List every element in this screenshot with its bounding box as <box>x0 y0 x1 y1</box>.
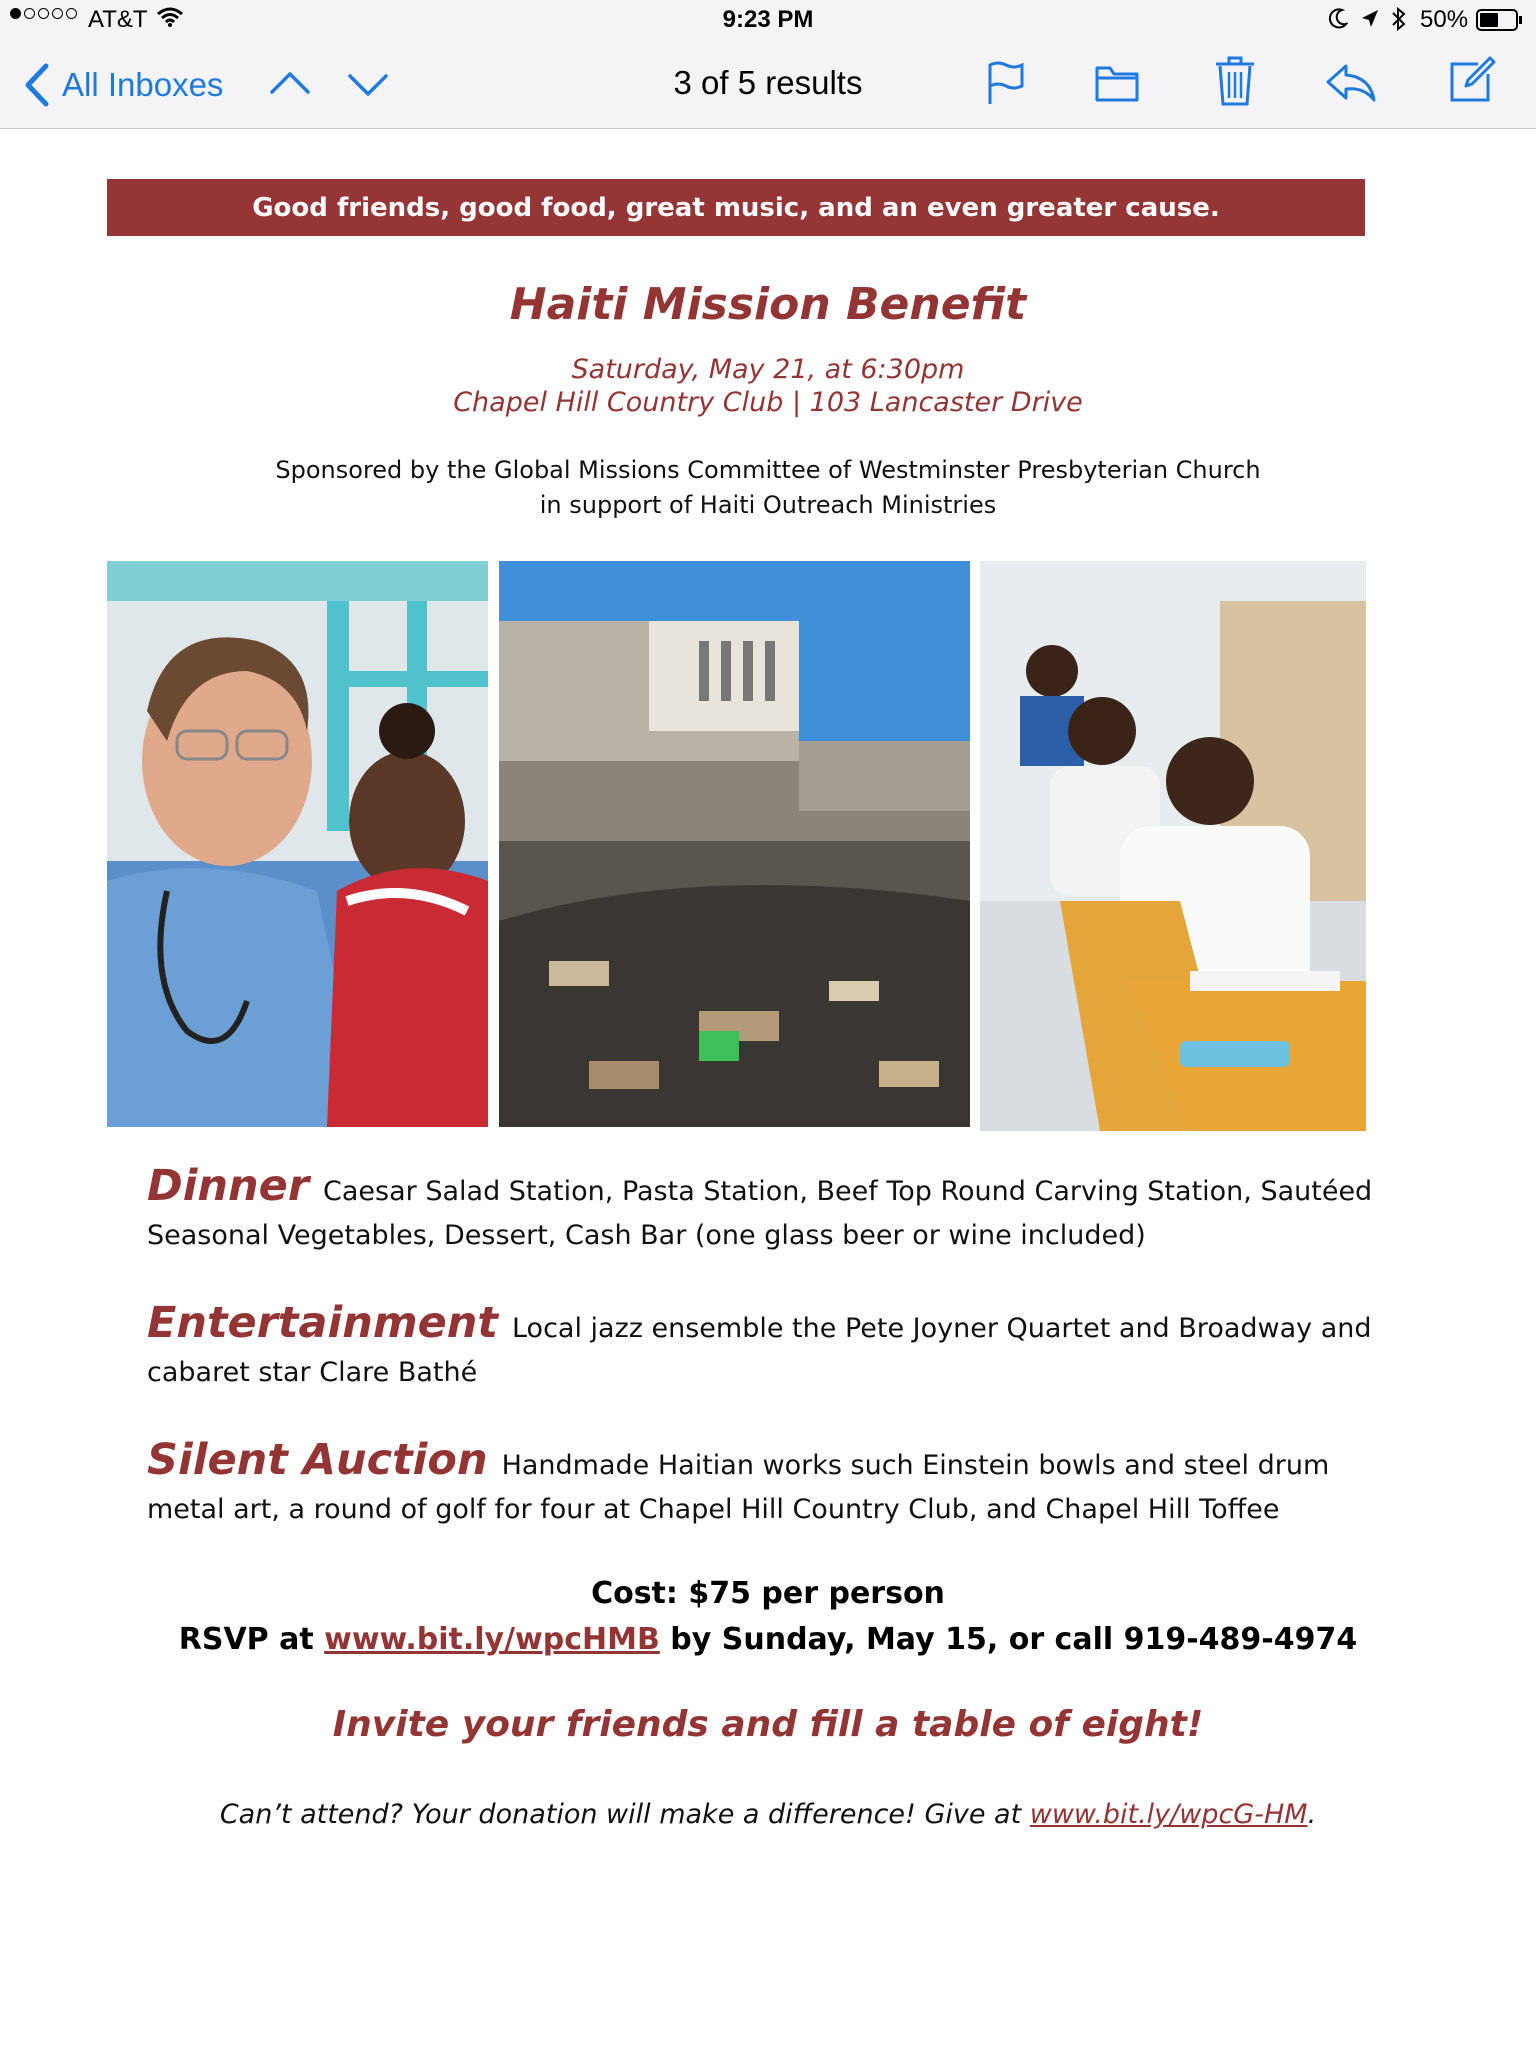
clock: 9:23 PM <box>722 6 814 33</box>
trash-icon <box>1214 54 1256 108</box>
donation-suffix: . <box>1307 1799 1317 1830</box>
banner: Good friends, good food, great music, and an even greater cause. <box>107 179 1365 236</box>
flag-button[interactable] <box>986 60 1026 106</box>
event-date: Saturday, May 21, at 6:30pm <box>571 354 965 385</box>
move-to-folder-button[interactable] <box>1094 62 1140 104</box>
flag-icon <box>986 60 1026 106</box>
event-venue: Chapel Hill Country Club | 103 Lancaster Drive <box>453 387 1083 418</box>
compose-button[interactable] <box>1448 56 1496 104</box>
entertainment-heading: Entertainment <box>147 1298 498 1348</box>
donation-link[interactable]: www.bit.ly/wpcG-HM <box>1029 1799 1308 1830</box>
battery-percent: 50% <box>1420 6 1469 33</box>
rsvp-prefix: RSVP at <box>178 1622 325 1657</box>
moon-icon <box>1328 8 1348 30</box>
folder-icon <box>1094 62 1140 104</box>
results-counter: 3 of 5 results <box>673 64 863 101</box>
silent-auction-section <box>147 1435 1397 1532</box>
sponsor-line: Sponsored by the Global Missions Committee of Westminster Presbyterian Church <box>275 456 1261 484</box>
back-button-label: All Inboxes <box>62 66 224 103</box>
entertainment-section <box>147 1298 1397 1395</box>
photo-haiti-street <box>499 561 970 1127</box>
bluetooth-icon <box>1390 6 1408 32</box>
delete-button[interactable] <box>1214 54 1256 108</box>
silent-auction-description: Handmade Haitian works such Einstein bowls and steel drum metal art, a round of golf for four at Chapel Hill Country Club, and Chapel Hill Toffee <box>147 1450 1330 1525</box>
reply-icon <box>1324 62 1378 104</box>
carrier-label: AT&T <box>88 6 148 33</box>
dinner-section <box>147 1161 1397 1258</box>
reply-button[interactable] <box>1324 62 1378 104</box>
support-line: in support of Haiti Outreach Ministries <box>539 491 997 519</box>
rsvp-line <box>0 1622 1536 1657</box>
donation-prefix: Can’t attend? Your donation will make a difference! Give at <box>219 1799 1030 1830</box>
photo-students-classroom <box>980 561 1366 1131</box>
cost-line: Cost: $75 per person <box>591 1576 945 1611</box>
dinner-description: Caesar Salad Station, Pasta Station, Beef Top Round Carving Station, Sautéed Seasonal Vegetables, Dessert, Cash Bar (one glass beer or wine included) <box>147 1176 1373 1251</box>
donation-line <box>0 1799 1536 1830</box>
photo-doctor-with-child <box>107 561 488 1127</box>
rsvp-suffix: by Sunday, May 15, or call 919-489-4974 <box>659 1622 1358 1657</box>
invite-line: Invite your friends and fill a table of eight! <box>332 1704 1204 1745</box>
entertainment-description: Local jazz ensemble the Pete Joyner Quartet and Broadway and cabaret star Clare Bathé <box>147 1313 1372 1388</box>
silent-auction-heading: Silent Auction <box>147 1435 488 1485</box>
rsvp-link[interactable]: www.bit.ly/wpcHMB <box>324 1622 660 1657</box>
location-icon <box>1360 8 1380 30</box>
battery-icon <box>1476 9 1524 31</box>
dinner-heading: Dinner <box>147 1161 310 1211</box>
compose-icon <box>1448 56 1496 104</box>
event-title: Haiti Mission Benefit <box>509 279 1027 330</box>
email-body <box>0 129 1536 2048</box>
status-bar <box>0 0 1536 40</box>
mail-navigation-bar <box>0 40 1536 129</box>
